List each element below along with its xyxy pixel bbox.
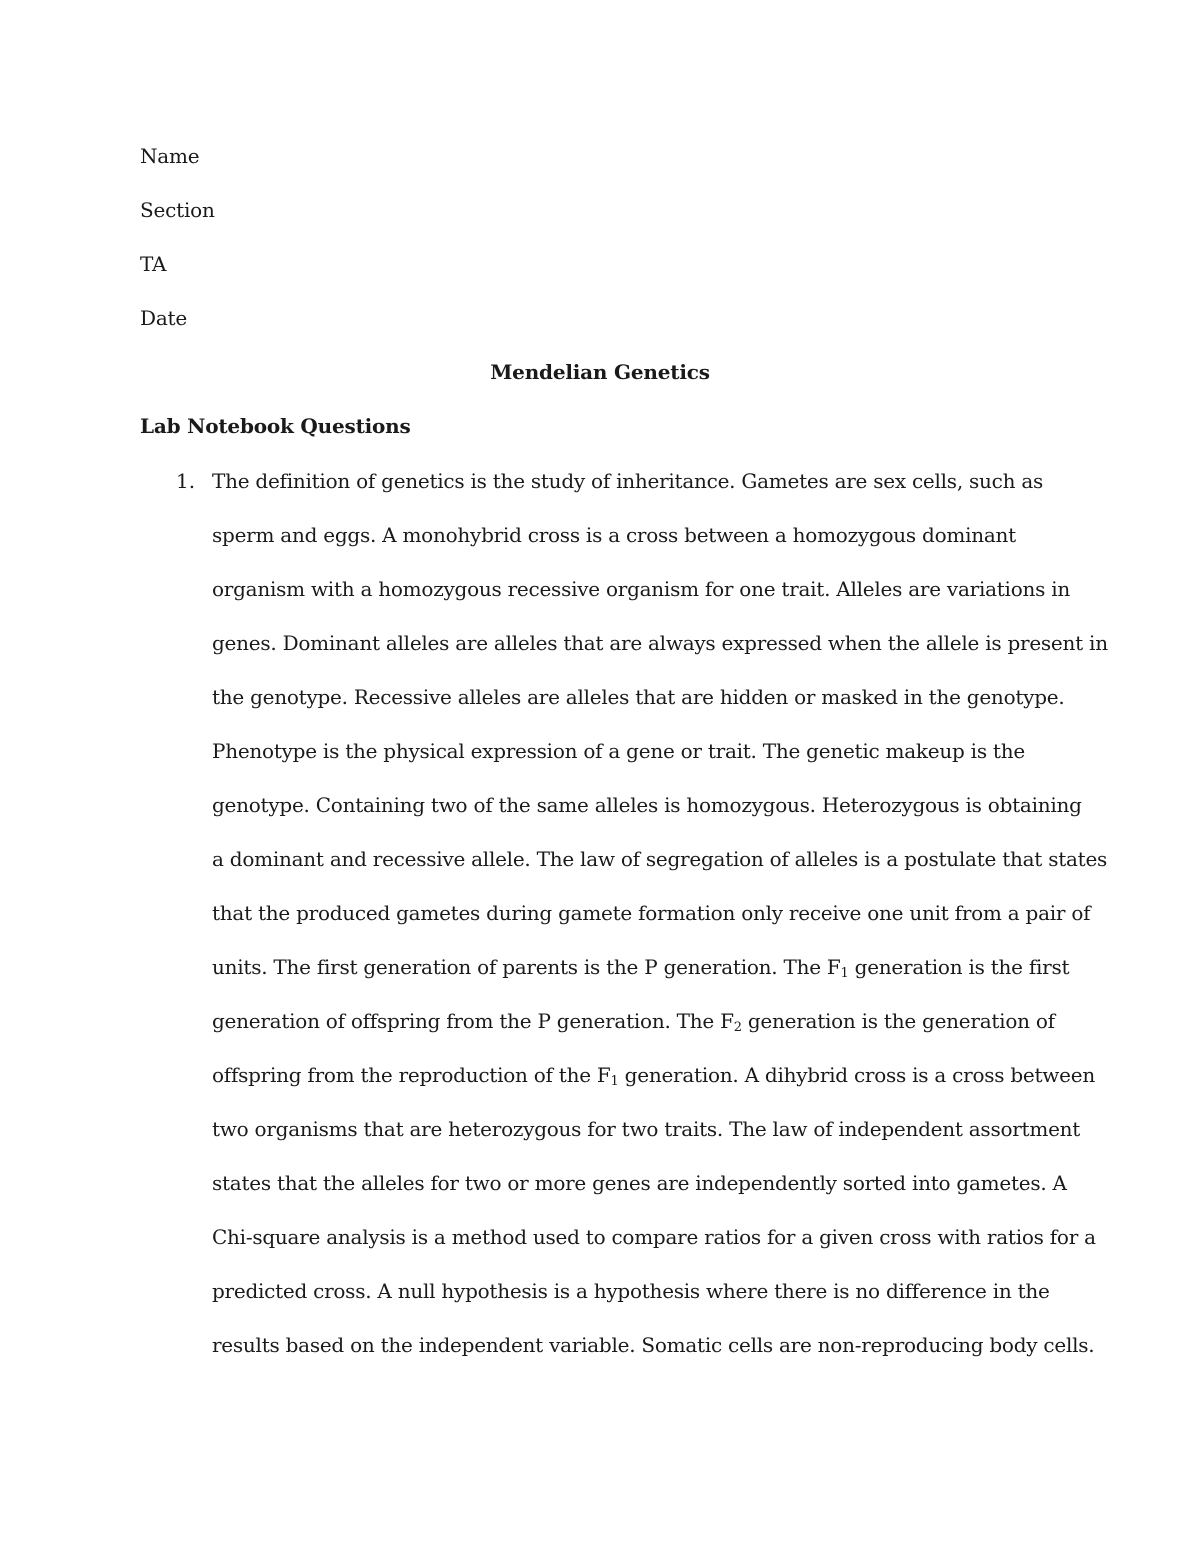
subscript: 1	[610, 1074, 619, 1089]
paragraph-line: Phenotype is the physical expression of a gene or trait. The genetic makeup is the	[212, 739, 1025, 763]
paragraph-line: sperm and eggs. A monohybrid cross is a cross between a homozygous dominant	[212, 523, 1016, 547]
name-label: Name	[140, 144, 200, 168]
section-label: Section	[140, 198, 215, 222]
paragraph-line	[212, 953, 1069, 981]
paragraph-line: predicted cross. A null hypothesis is a hypothesis where there is no difference in the	[212, 1279, 1050, 1303]
ta-label: TA	[140, 252, 167, 276]
paragraph-line	[212, 1061, 1095, 1089]
paragraph-line: Chi-square analysis is a method used to compare ratios for a given cross with ratios for a	[212, 1225, 1096, 1249]
date-label: Date	[140, 306, 188, 330]
subscript: 1	[840, 966, 849, 981]
text-segment: units. The first generation of parents is the P generation. The F	[212, 955, 841, 979]
text-segment: generation. A dihybrid cross is a cross between	[618, 1063, 1095, 1087]
paragraph-line: The definition of genetics is the study of inheritance. Gametes are sex cells, such as	[212, 469, 1044, 493]
text-segment: generation of offspring from the P generation. The F	[212, 1009, 734, 1033]
paragraph-line: states that the alleles for two or more genes are independently sorted into gametes. A	[212, 1171, 1067, 1195]
paragraph-line: organism with a homozygous recessive organism for one trait. Alleles are variations in	[212, 577, 1071, 601]
paragraph-line: the genotype. Recessive alleles are alleles that are hidden or masked in the genotype.	[212, 685, 1065, 709]
paragraph-line: two organisms that are heterozygous for two traits. The law of independent assortment	[212, 1117, 1081, 1141]
paragraph-line: a dominant and recessive allele. The law of segregation of alleles is a postulate that states	[212, 847, 1108, 871]
document-title: Mendelian Genetics	[490, 360, 710, 384]
paragraph-line: genotype. Containing two of the same alleles is homozygous. Heterozygous is obtaining	[212, 793, 1082, 817]
question-number: 1.	[176, 469, 196, 493]
paragraph-line: that the produced gametes during gamete formation only receive one unit from a pair of	[212, 901, 1091, 925]
text-segment: offspring from the reproduction of the F	[212, 1063, 611, 1087]
text-segment: generation is the generation of	[741, 1009, 1055, 1033]
section-heading: Lab Notebook Questions	[140, 414, 411, 438]
paragraph-line: genes. Dominant alleles are alleles that are always expressed when the allele is present in	[212, 631, 1108, 655]
paragraph-line: results based on the independent variable. Somatic cells are non-reproducing body cells.	[212, 1333, 1095, 1357]
text-segment: generation is the first	[848, 955, 1070, 979]
subscript: 2	[733, 1020, 742, 1035]
paragraph-line	[212, 1007, 1055, 1035]
